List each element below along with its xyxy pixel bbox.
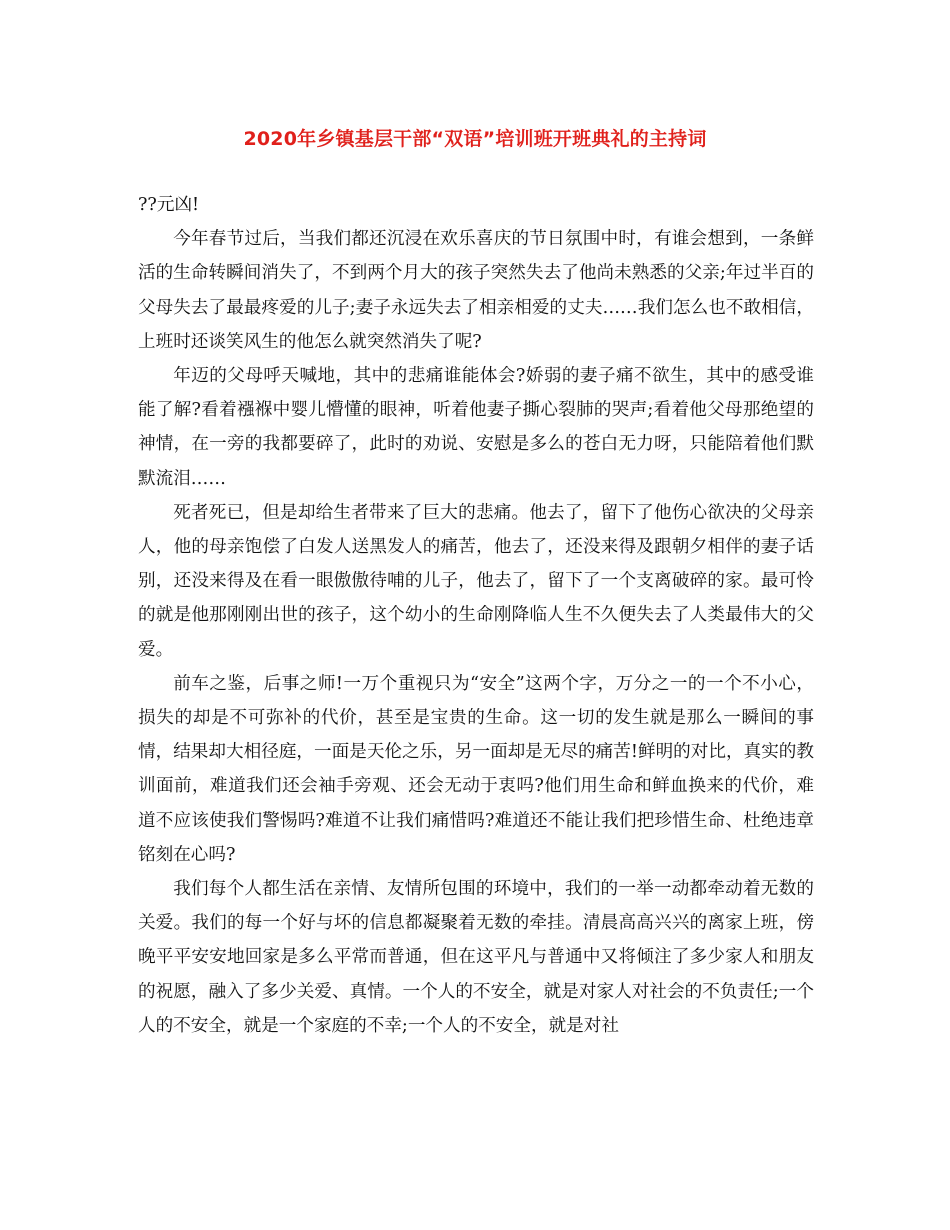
salutation: ??元凶! bbox=[138, 195, 200, 215]
paragraph-3: 死者死已，但是却给生者带来了巨大的悲痛。他去了，留下了他伤心欲决的父母亲人，他的母亲饱偿了白发人送黑发人的痛苦，他去了，还没来得及跟朝夕相伴的妻子话别，还没来得及在看一眼傲傲待哺的儿子，他去了，留下了一个支离破碎的家。最可怜的就是他那刚刚出世的孩子，这个幼小的生命刚降临人生不久便失去了人类最伟大的父爱。 bbox=[138, 502, 814, 660]
document-body bbox=[138, 188, 814, 1043]
paragraph-5: 我们每个人都生活在亲情、友情所包围的环境中，我们的一举一动都牵动着无数的关爱。我们的每一个好与坏的信息都凝聚着无数的牵挂。清晨高高兴兴的离家上班，傍晚平平安安地回家是多么平常而普通，但在这平凡与普通中又将倾注了多少家人和朋友的祝愿，融入了多少关爱、真情。一个人的不安全，就是对家人对社会的不负责任;一个人的不安全，就是一个家庭的不幸;一个人的不安全，就是对社 bbox=[138, 879, 814, 1036]
paragraph-1: 今年春节过后，当我们都还沉浸在欢乐喜庆的节日氛围中时，有谁会想到，一条鲜活的生命转瞬间消失了，不到两个月大的孩子突然失去了他尚未熟悉的父亲;年过半百的父母失去了最最疼爱的儿子;妻子永远失去了相亲相爱的丈夫……我们怎么也不敢相信，上班时还谈笑风生的他怎么就突然消失了呢? bbox=[138, 229, 814, 352]
paragraph-2: 年迈的父母呼天喊地，其中的悲痛谁能体会?娇弱的妻子痛不欲生，其中的感受谁能了解?看着襁褓中婴儿懵懂的眼神，听着他妻子撕心裂肺的哭声;看着他父母那绝望的神情，在一旁的我都要碎了，此时的劝说、安慰是多么的苍白无力呀，只能陪着他们默默流泪…… bbox=[138, 366, 814, 489]
paragraph-4: 前车之鉴，后事之师!一万个重视只为“安全”这两个字，万分之一的一个不小心，损失的却是不可弥补的代价，甚至是宝贵的生命。这一切的发生就是那么一瞬间的事情，结果却大相径庭，一面是天伦之乐，另一面却是无尽的痛苦!鲜明的对比，真实的教训面前，难道我们还会袖手旁观、还会无动于衷吗?他们用生命和鲜血换来的代价，难道不应该使我们警惕吗?难道不让我们痛惜吗?难道还不能让我们把珍惜生命、杜绝违章铭刻在心吗? bbox=[138, 673, 814, 865]
document-title: 2020年乡镇基层干部“双语”培训班开班典礼的主持词 bbox=[243, 128, 707, 150]
